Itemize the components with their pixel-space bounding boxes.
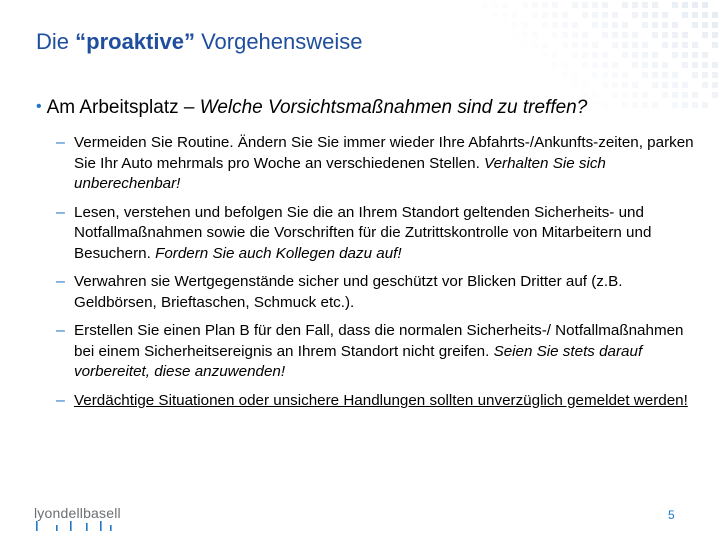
- sub-bullet-text: Lesen, verstehen und befolgen Sie die an Ihrem Standort geltenden Sicherheits- und Notfallmaßnahmen sowie die Vorschriften für die Zutrittskontrolle von Mitarbeitern und Besuchern.: [74, 203, 652, 262]
- sub-bullet-italic: Fordern Sie auch Kollegen dazu auf!: [155, 244, 402, 262]
- sub-bullet-italic: Seien Sie stets darauf vorbereitet, diese anzuwenden!: [74, 342, 643, 380]
- sub-bullet-report: [56, 391, 696, 412]
- sub-bullet-safety-rules: [56, 203, 696, 265]
- sub-bullet-text: Erstellen Sie einen Plan B für den Fall, dass die normalen Sicherheits-/ Notfallmaßnahmen bei einem Sicherheitsereignis an Ihrem Standort nicht greifen.: [74, 322, 684, 360]
- page-number: 5: [668, 508, 675, 522]
- dash-icon: –: [56, 203, 65, 221]
- sub-bullet-text: Vermeiden Sie Routine. Ändern Sie Sie immer wieder Ihre Abfahrts-/Ankunfts-zeiten, parken Sie Ihr Auto mehrmals pro Woche an verschiedenen Stellen.: [74, 134, 694, 172]
- sub-bullet-text: Verdächtige Situationen oder unsichere Handlungen sollten unverzüglich gemeldet werden!: [74, 391, 688, 409]
- dash-icon: –: [56, 322, 65, 339]
- bullet-dot-icon: •: [36, 98, 42, 115]
- main-bullet: [36, 97, 706, 119]
- decorative-dot-pattern: [460, 0, 720, 110]
- logo-text: lyondellbasell: [34, 505, 121, 521]
- sub-bullet-plan-b: [56, 321, 696, 383]
- sub-bullet-list: [56, 133, 696, 419]
- title-emphasis: “proaktive”: [75, 29, 195, 54]
- dash-icon: –: [56, 273, 65, 290]
- sub-bullet-valuables: [56, 272, 696, 313]
- title-prefix: Die: [36, 29, 76, 54]
- sub-bullet-routine: [56, 133, 696, 195]
- title-suffix: Vorgehensweise: [194, 29, 363, 54]
- logo-bars-icon: [34, 519, 124, 531]
- sub-bullet-italic: Verhalten Sie sich unberechenbar!: [74, 154, 606, 192]
- dash-icon: –: [56, 134, 65, 151]
- company-logo: [34, 505, 121, 523]
- slide-title: [36, 29, 363, 55]
- sub-bullet-text: Verwahren sie Wertgegenstände sicher und geschützt vor Blicken Dritter auf (z.B. Geldbörsen, Brieftaschen, Schmuck etc.).: [74, 273, 623, 311]
- main-bullet-lead: Am Arbeitsplatz –: [46, 97, 200, 118]
- dash-icon: –: [56, 391, 65, 409]
- main-bullet-question: Welche Vorsichtsmaßnahmen sind zu treffen?: [199, 97, 588, 118]
